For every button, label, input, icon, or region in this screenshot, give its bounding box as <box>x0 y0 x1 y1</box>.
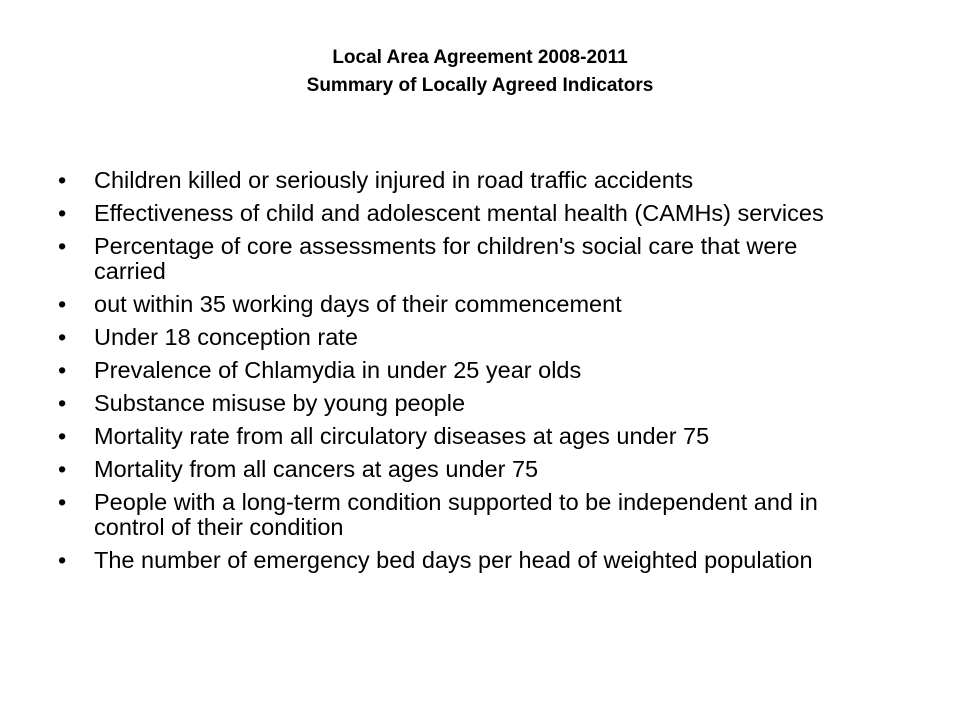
bullet-icon: • <box>58 547 67 573</box>
bullet-icon: • <box>58 167 67 193</box>
list-item-text: People with a long-term condition supported to be independent and in control of their condition <box>94 489 818 540</box>
bullet-icon: • <box>58 357 67 383</box>
bullet-icon: • <box>58 200 67 226</box>
indicator-list <box>58 168 858 581</box>
list-item-text: Mortality from all cancers at ages under 75 <box>94 456 539 482</box>
list-item <box>58 391 858 416</box>
list-item-text: Mortality rate from all circulatory diseases at ages under 75 <box>94 423 710 449</box>
list-item-text: Children killed or seriously injured in road traffic accidents <box>94 167 694 193</box>
list-item-text: Prevalence of Chlamydia in under 25 year olds <box>94 357 582 383</box>
list-item <box>58 201 858 226</box>
list-item <box>58 358 858 383</box>
bullet-icon: • <box>58 423 67 449</box>
list-item <box>58 234 858 284</box>
bullet-icon: • <box>58 390 67 416</box>
bullet-icon: • <box>58 324 67 350</box>
bullet-icon: • <box>58 233 67 259</box>
list-item <box>58 168 858 193</box>
list-item <box>58 292 858 317</box>
slide-title <box>0 44 960 100</box>
bullet-icon: • <box>58 489 67 515</box>
list-item <box>58 424 858 449</box>
list-item-text: Substance misuse by young people <box>94 390 466 416</box>
list-item <box>58 490 858 540</box>
title-line-2: Summary of Locally Agreed Indicators <box>306 75 654 96</box>
list-item-text: out within 35 working days of their commencement <box>94 291 622 317</box>
list-item <box>58 325 858 350</box>
list-item-text: The number of emergency bed days per head of weighted population <box>94 547 813 573</box>
title-line-1: Local Area Agreement 2008-2011 <box>332 47 628 68</box>
list-item-text: Effectiveness of child and adolescent mental health (CAMHs) services <box>94 200 824 226</box>
list-item <box>58 457 858 482</box>
bullet-icon: • <box>58 291 67 317</box>
list-item <box>58 548 858 573</box>
list-item-text: Under 18 conception rate <box>94 324 358 350</box>
list-item-text: Percentage of core assessments for children's social care that were carried <box>94 233 798 284</box>
bullet-icon: • <box>58 456 67 482</box>
